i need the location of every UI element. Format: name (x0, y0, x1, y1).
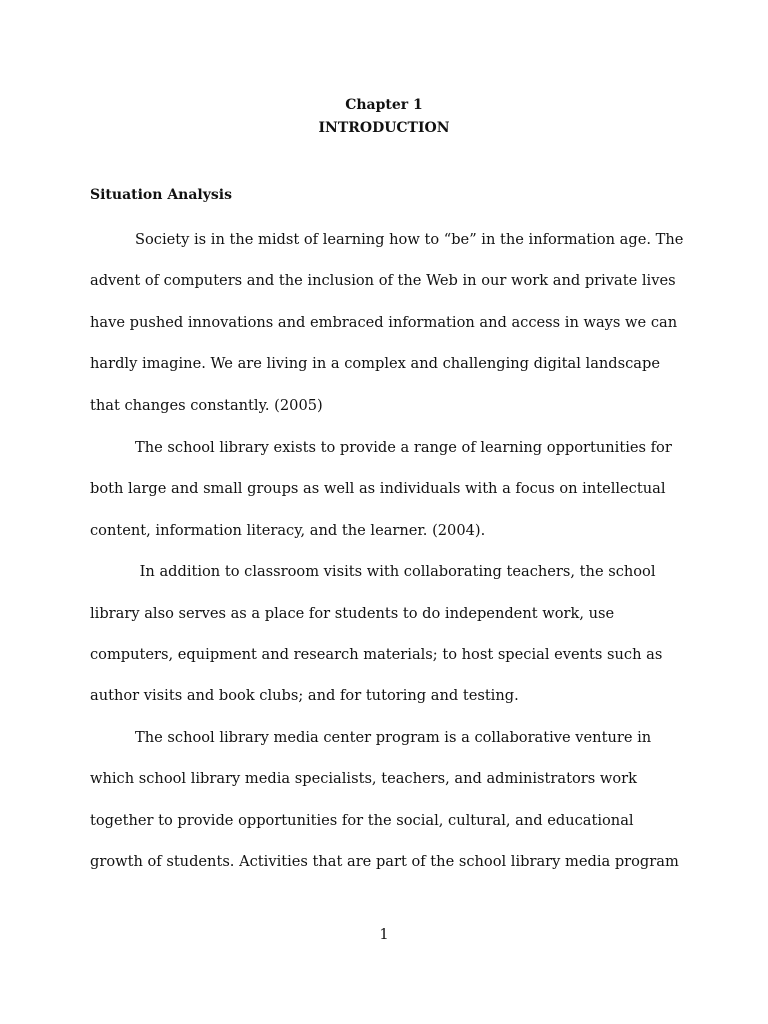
section-heading: Situation Analysis (90, 187, 232, 203)
page-number: 1 (379, 926, 389, 943)
paragraph-4-line-4: growth of students. Activities that are part of the school library media program (90, 853, 679, 870)
chapter-title: INTRODUCTION (318, 120, 450, 136)
paragraph-4-line-1: The school library media center program is a collaborative venture in (135, 729, 652, 746)
paragraph-1-line-1: Society is in the midst of learning how to “be” in the information age. The (135, 231, 684, 248)
paragraph-3-line-3: computers, equipment and research materials; to host special events such as (90, 646, 663, 663)
paragraph-4-line-3: together to provide opportunities for the social, cultural, and educational (90, 812, 634, 829)
paragraph-1-line-5: that changes constantly. (2005) (90, 397, 323, 414)
paragraph-2-line-1: The school library exists to provide a range of learning opportunities for (135, 439, 672, 456)
paragraph-1-line-2: advent of computers and the inclusion of the Web in our work and private lives (90, 272, 676, 289)
paragraph-1-line-4: hardly imagine. We are living in a complex and challenging digital landscape (90, 355, 660, 372)
paragraph-1-line-3: have pushed innovations and embraced information and access in ways we can (90, 314, 678, 331)
paragraph-4-line-2: which school library media specialists, teachers, and administrators work (90, 770, 637, 787)
paragraph-3-line-4: author visits and book clubs; and for tutoring and testing. (90, 687, 519, 704)
paragraph-2-line-3: content, information literacy, and the learner. (2004). (90, 522, 486, 539)
paragraph-2-line-2: both large and small groups as well as individuals with a focus on intellectual (90, 480, 666, 497)
paragraph-3-line-2: library also serves as a place for students to do independent work, use (90, 605, 615, 622)
chapter-number: Chapter 1 (345, 97, 423, 113)
paragraph-3-line-1: In addition to classroom visits with collaborating teachers, the school (135, 563, 656, 580)
